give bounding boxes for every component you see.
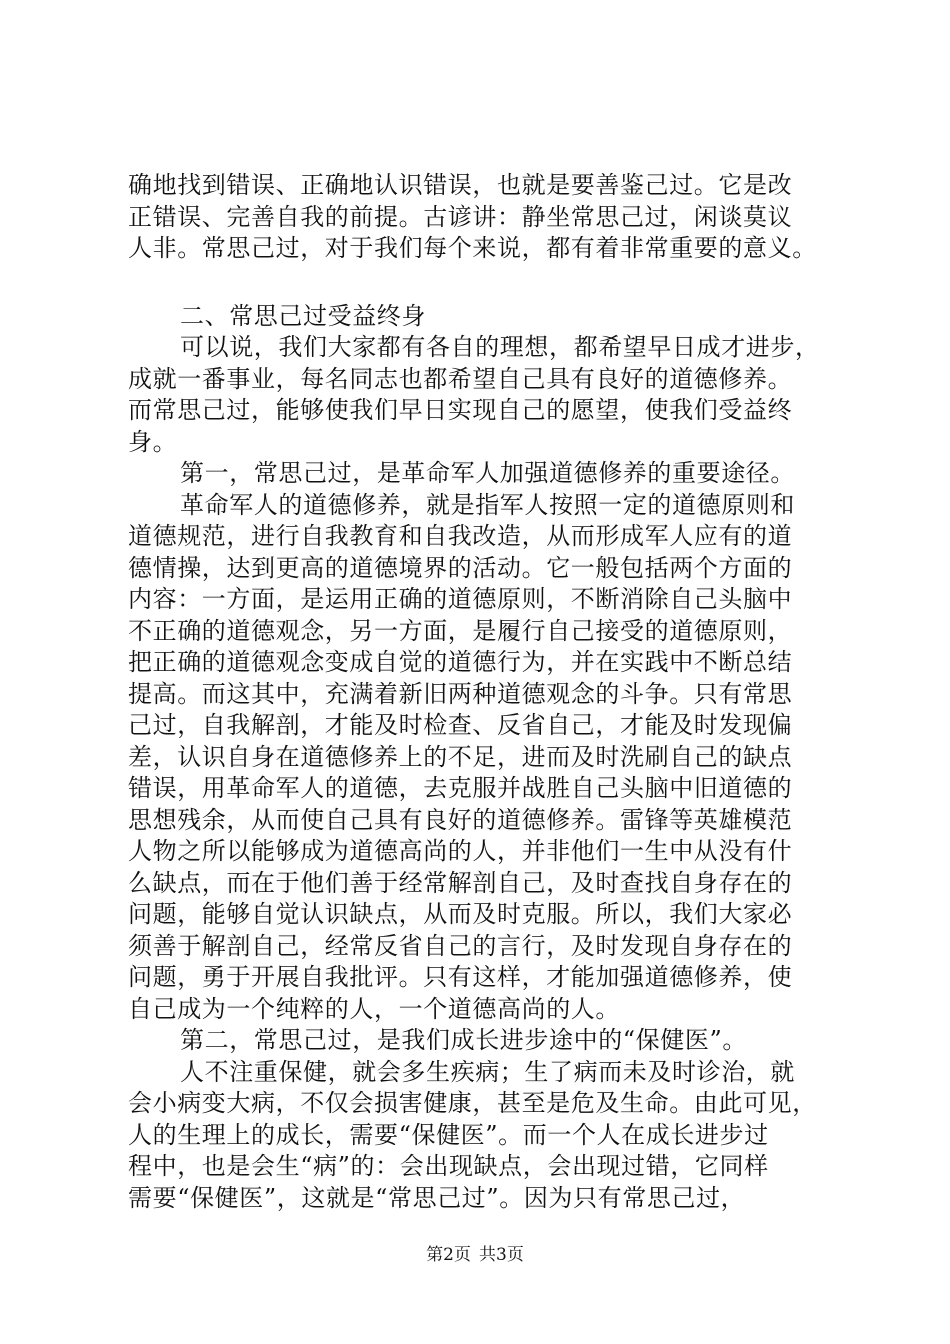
text-line: 错误，用革命军人的道德，去克服并战胜自己头脑中旧道德的 bbox=[128, 774, 793, 802]
text-line: 己过，自我解剖，才能及时检查、反省自己，才能及时发现偏 bbox=[128, 711, 793, 739]
text-line: 人不注重保健，就会多生疾病；生了病而未及时诊治，就 bbox=[180, 1057, 795, 1086]
text-line: 需要“保健医”，这就是“常思己过”。因为只有常思己过， bbox=[128, 1183, 746, 1212]
section-heading: 二、常思己过受益终身 bbox=[180, 301, 426, 330]
total-pages: 共3页 bbox=[479, 1245, 524, 1265]
text-line: 革命军人的道德修养，就是指军人按照一定的道德原则和 bbox=[180, 490, 795, 519]
text-line: 人的生理上的成长，需要“保健医”。而一个人在成长进步过 bbox=[128, 1120, 769, 1149]
document-body bbox=[128, 170, 828, 1214]
text-line: 不正确的道德观念，另一方面，是履行自己接受的道德原则， bbox=[128, 616, 793, 645]
page-footer bbox=[0, 1244, 950, 1266]
text-line: 把正确的道德观念变成自觉的道德行为，并在实践中不断总结 bbox=[128, 648, 793, 676]
text-line: 差，认识自身在道德修养上的不足，进而及时洗刷自己的缺点 bbox=[128, 742, 793, 771]
paragraph-gap bbox=[128, 265, 828, 301]
text-line: 德情操，达到更高的道德境界的活动。它一般包括两个方面的 bbox=[128, 553, 793, 582]
point-one-title: 第一，常思己过，是革命军人加强道德修养的重要途径。 bbox=[180, 459, 795, 487]
text-line: 人非。常思己过，对于我们每个来说，都有着非常重要的意义。 bbox=[128, 234, 817, 262]
text-line: 会小病变大病，不仅会损害健康，甚至是危及生命。由此可见， bbox=[128, 1089, 817, 1117]
text-line: 思想残余，从而使自己具有良好的道德修养。雷锋等英雄模范 bbox=[128, 805, 793, 834]
text-line: 自己成为一个纯粹的人，一个道德高尚的人。 bbox=[128, 994, 620, 1023]
text-line: 身。 bbox=[128, 427, 178, 456]
text-line: 可以说，我们大家都有各自的理想，都希望早日成才进步， bbox=[180, 333, 820, 361]
page-number: 第2页 bbox=[426, 1245, 471, 1265]
text-line: 正错误、完善自我的前提。古谚讲：静坐常思己过，闲谈莫议 bbox=[128, 202, 793, 231]
text-line: 问题，勇于开展自我批评。只有这样，才能加强道德修养，使 bbox=[128, 963, 793, 991]
text-line: 人物之所以能够成为道德高尚的人，并非他们一生中从没有什 bbox=[128, 837, 793, 865]
point-two-title: 第二，常思己过，是我们成长进步途中的“保健医”。 bbox=[180, 1026, 747, 1054]
text-line: 而常思己过，能够使我们早日实现自己的愿望，使我们受益终 bbox=[128, 396, 793, 424]
text-line: 须善于解剖自己，经常反省自己的言行，及时发现自身存在的 bbox=[128, 931, 793, 960]
text-line: 成就一番事业，每名同志也都希望自己具有良好的道德修养。 bbox=[128, 364, 793, 393]
text-line: 问题，能够自觉认识缺点，从而及时克服。所以，我们大家必 bbox=[128, 900, 793, 928]
text-line: 内容：一方面，是运用正确的道德原则，不断消除自己头脑中 bbox=[128, 585, 793, 613]
text-line: 么缺点，而在于他们善于经常解剖自己，及时查找自身存在的 bbox=[128, 868, 793, 897]
text-line: 道德规范，进行自我教育和自我改造，从而形成军人应有的道 bbox=[128, 522, 793, 550]
text-line: 程中，也是会生“病”的：会出现缺点，会出现过错，它同样 bbox=[128, 1152, 769, 1180]
text-line: 确地找到错误、正确地认识错误，也就是要善鉴己过。它是改 bbox=[128, 171, 793, 199]
text-line: 提高。而这其中，充满着新旧两种道德观念的斗争。只有常思 bbox=[128, 679, 793, 708]
